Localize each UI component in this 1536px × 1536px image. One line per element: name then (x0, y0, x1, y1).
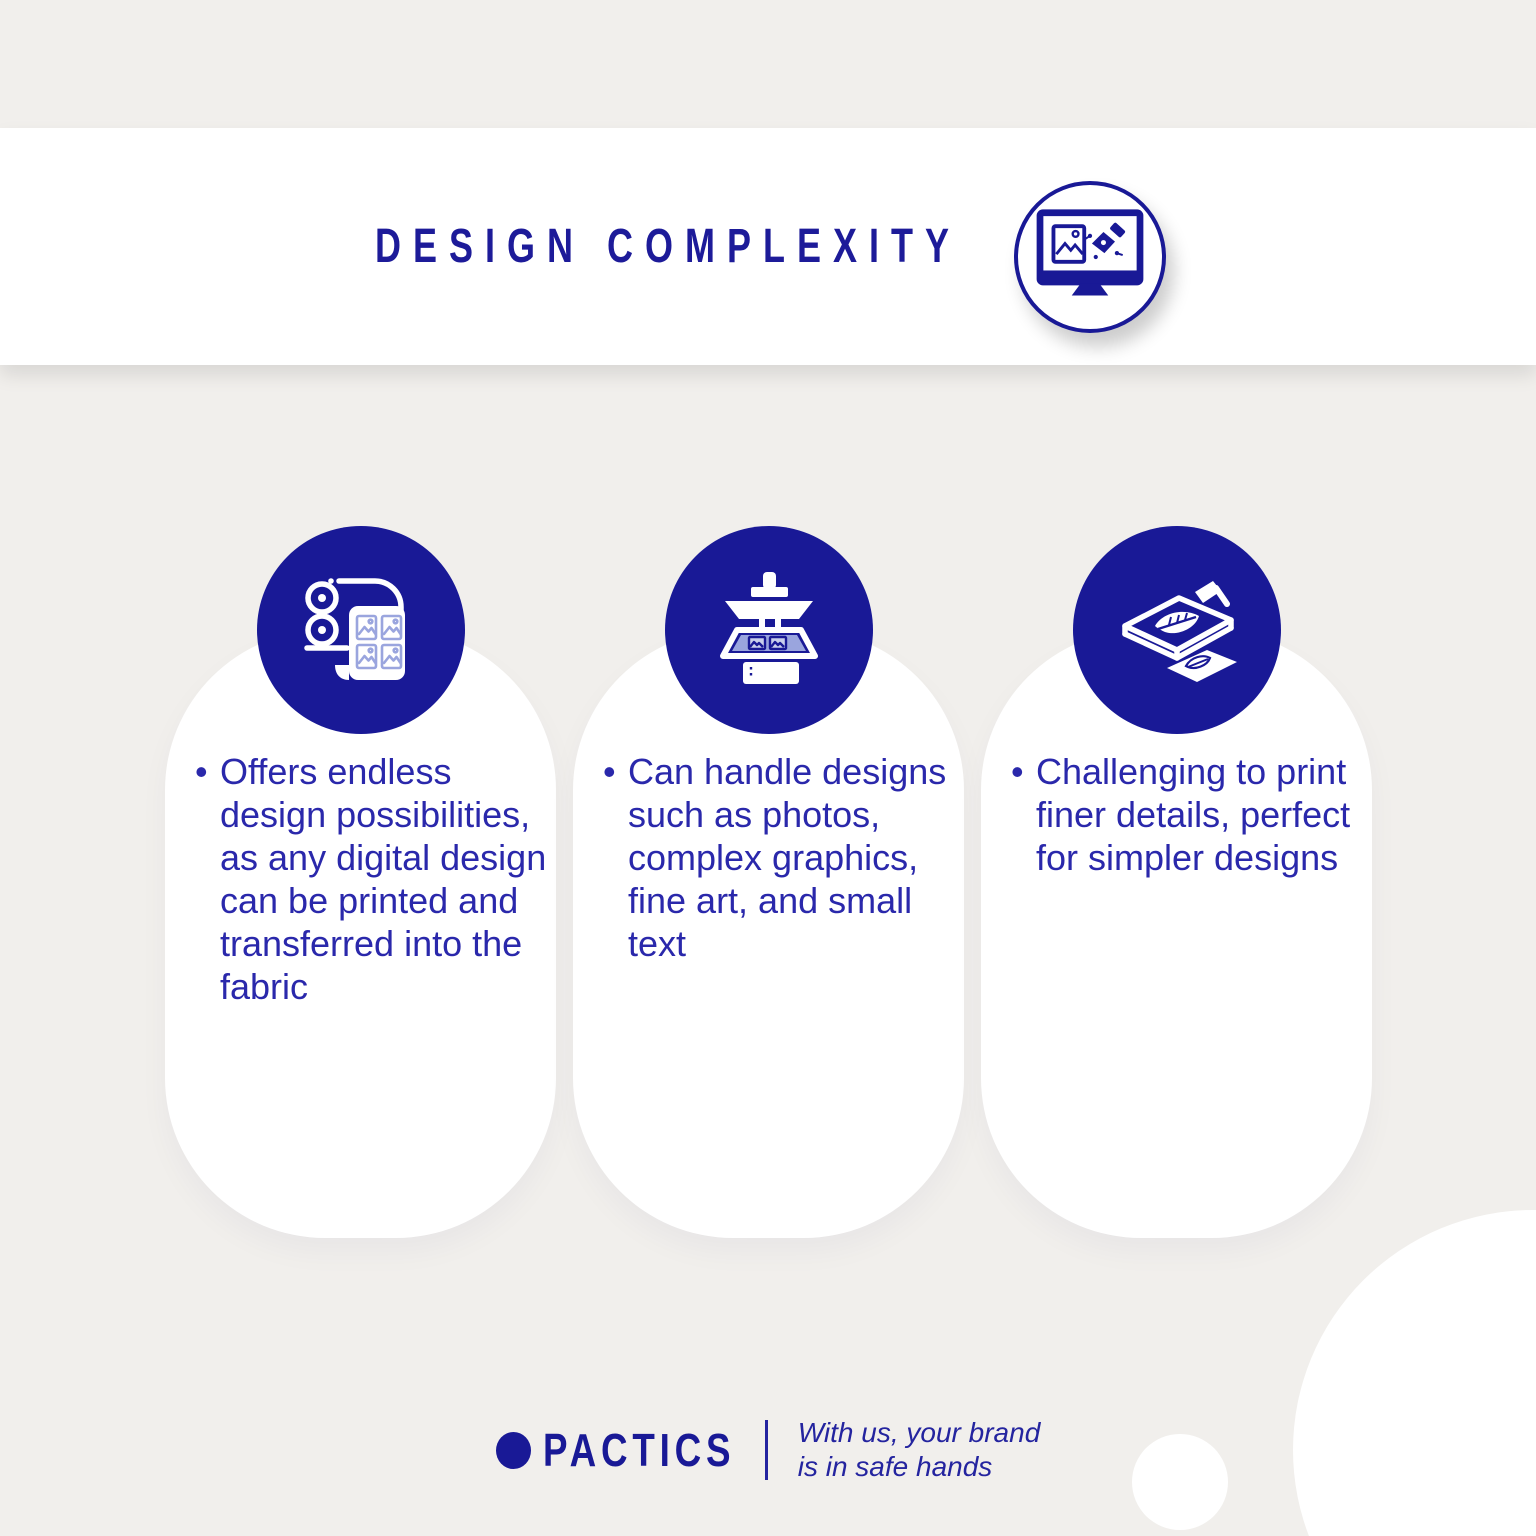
roll-printer-glyph (295, 564, 427, 696)
decorative-circle-large (1293, 1210, 1536, 1536)
list-item (603, 750, 956, 965)
brand-wordmark-wrap (543, 1425, 737, 1475)
bullet-text: Offers endless design possibilities, as any digital design can be printed and transferred into the fabric (220, 751, 547, 1007)
brand-wordmark: PACTICS (542, 1424, 736, 1476)
footer-brand-bar (0, 1413, 1536, 1487)
design-monitor-icon (1014, 181, 1166, 333)
screen-printing-frame-icon (1073, 526, 1281, 734)
heat-press-icon (665, 526, 873, 734)
card-digital-printing (165, 630, 556, 1238)
bullet-marker: • (195, 751, 208, 792)
card-heat-press (573, 630, 964, 1238)
digital-roll-printer-icon (257, 526, 465, 734)
bullet-text: Challenging to print finer details, perfect for simpler designs (1036, 751, 1351, 878)
monitor-with-image-and-pen-icon (1032, 207, 1148, 307)
tagline-line-2: is in safe hands (797, 1451, 993, 1482)
bullet-text: Can handle designs such as photos, complex graphics, fine art, and small text (628, 751, 947, 964)
bullet-marker: • (1011, 751, 1024, 792)
bullet-marker: • (603, 751, 616, 792)
tagline-line-1: With us, your brand (797, 1417, 1041, 1448)
card-screen-printing (981, 630, 1372, 1238)
screen-printing-glyph (1111, 564, 1243, 696)
brand-tagline (798, 1416, 1041, 1484)
heat-press-glyph (703, 564, 835, 696)
footer-divider (765, 1420, 768, 1480)
list-item (1011, 750, 1364, 879)
header-band (0, 128, 1536, 365)
page-title: DESIGN COMPLEXITY (374, 220, 962, 273)
brand-dot-icon (496, 1432, 531, 1469)
list-item (195, 750, 548, 1008)
